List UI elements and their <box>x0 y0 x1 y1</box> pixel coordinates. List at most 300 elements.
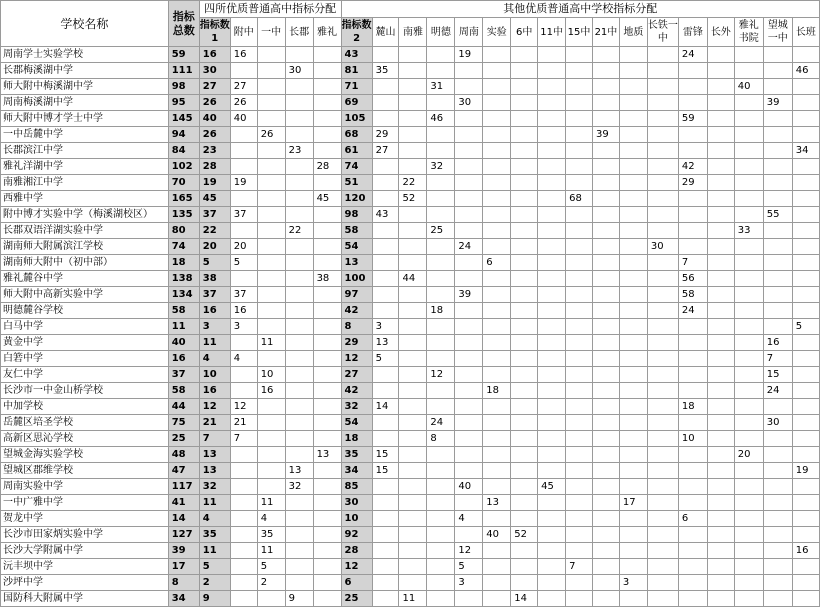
total-cell: 37 <box>168 367 199 383</box>
g2-value-cell <box>566 287 593 303</box>
g2-value-cell <box>538 319 566 335</box>
quota2-cell: 92 <box>341 527 372 543</box>
quota1-cell: 22 <box>199 223 230 239</box>
quota2-cell: 42 <box>341 303 372 319</box>
g2-col-header: 15中 <box>566 18 593 47</box>
g1-value-cell <box>257 111 285 127</box>
g2-value-cell <box>619 159 647 175</box>
g2-value-cell: 5 <box>792 319 819 335</box>
g2-value-cell <box>511 95 538 111</box>
g2-col-header: 长铁一中 <box>647 18 678 47</box>
g1-col-header: 长郡 <box>285 18 313 47</box>
g2-value-cell <box>427 47 455 63</box>
g1-value-cell: 16 <box>230 47 257 63</box>
g2-value-cell <box>647 319 678 335</box>
g2-value-cell <box>372 271 399 287</box>
g2-value-cell: 39 <box>455 287 483 303</box>
g2-value-cell <box>707 447 734 463</box>
g2-value-cell: 40 <box>734 79 763 95</box>
g1-value-cell <box>313 479 341 495</box>
quota1-cell: 3 <box>199 319 230 335</box>
g1-value-cell <box>285 47 313 63</box>
g1-value-cell: 16 <box>257 383 285 399</box>
g1-value-cell <box>230 223 257 239</box>
g1-value-cell <box>257 415 285 431</box>
g2-value-cell <box>619 559 647 575</box>
g1-value-cell <box>285 431 313 447</box>
g2-value-cell <box>647 95 678 111</box>
quota1-cell: 38 <box>199 271 230 287</box>
g2-value-cell: 32 <box>427 159 455 175</box>
g1-col-header: 附中 <box>230 18 257 47</box>
g1-value-cell: 30 <box>285 63 313 79</box>
g2-value-cell <box>619 175 647 191</box>
g2-value-cell: 15 <box>763 367 792 383</box>
g2-value-cell <box>455 207 483 223</box>
g2-value-cell <box>792 175 819 191</box>
school-name-cell: 国防科大附属中学 <box>1 591 169 607</box>
g2-value-cell <box>399 367 427 383</box>
g2-value-cell <box>483 223 511 239</box>
g2-value-cell <box>427 495 455 511</box>
g2-value-cell <box>707 223 734 239</box>
table-row <box>1 239 820 255</box>
g1-value-cell <box>285 511 313 527</box>
g2-value-cell <box>647 255 678 271</box>
g2-value-cell <box>399 159 427 175</box>
school-name-cell: 望城金海实验学校 <box>1 447 169 463</box>
g2-value-cell <box>483 479 511 495</box>
g2-value-cell <box>619 63 647 79</box>
g2-value-cell <box>427 255 455 271</box>
g2-value-cell <box>678 207 707 223</box>
g2-value-cell <box>678 351 707 367</box>
g2-col-header: 望城一中 <box>763 18 792 47</box>
g2-value-cell <box>455 431 483 447</box>
g2-value-cell <box>399 111 427 127</box>
g2-value-cell <box>566 335 593 351</box>
g1-value-cell <box>285 559 313 575</box>
g1-value-cell <box>313 47 341 63</box>
g2-value-cell: 58 <box>678 287 707 303</box>
g2-value-cell <box>734 575 763 591</box>
g2-value-cell <box>592 463 619 479</box>
g2-value-cell <box>763 319 792 335</box>
g2-value-cell: 68 <box>566 191 593 207</box>
g2-value-cell <box>511 127 538 143</box>
g2-value-cell <box>372 95 399 111</box>
quota1-cell: 12 <box>199 399 230 415</box>
quota2-cell: 27 <box>341 367 372 383</box>
g2-value-cell <box>792 159 819 175</box>
g2-value-cell <box>792 111 819 127</box>
quota2-cell: 42 <box>341 383 372 399</box>
school-name-cell: 白箬中学 <box>1 351 169 367</box>
g2-value-cell <box>455 191 483 207</box>
quota2-cell: 29 <box>341 335 372 351</box>
g2-value-cell <box>427 95 455 111</box>
table-row <box>1 255 820 271</box>
g2-value-cell <box>619 431 647 447</box>
g2-value-cell <box>511 79 538 95</box>
g2-value-cell <box>707 575 734 591</box>
g1-value-cell <box>285 575 313 591</box>
g2-value-cell <box>619 351 647 367</box>
g1-value-cell <box>257 431 285 447</box>
g2-value-cell <box>592 479 619 495</box>
total-cell: 134 <box>168 287 199 303</box>
g2-value-cell <box>427 559 455 575</box>
g2-value-cell <box>592 287 619 303</box>
g2-value-cell <box>427 527 455 543</box>
g1-value-cell <box>285 255 313 271</box>
g2-value-cell <box>707 239 734 255</box>
g2-value-cell: 24 <box>678 47 707 63</box>
g2-value-cell <box>707 63 734 79</box>
g2-value-cell <box>399 127 427 143</box>
g2-col-header: 周南 <box>455 18 483 47</box>
g2-value-cell <box>566 447 593 463</box>
g2-value-cell <box>707 495 734 511</box>
g1-value-cell: 13 <box>313 447 341 463</box>
g1-value-cell <box>313 591 341 607</box>
g1-value-cell: 13 <box>285 463 313 479</box>
total-cell: 80 <box>168 223 199 239</box>
table-row <box>1 303 820 319</box>
quota1-cell: 10 <box>199 367 230 383</box>
g2-value-cell <box>566 207 593 223</box>
g2-value-cell <box>372 303 399 319</box>
g2-value-cell <box>511 383 538 399</box>
g2-value-cell <box>566 255 593 271</box>
g2-value-cell <box>372 495 399 511</box>
g2-value-cell <box>592 447 619 463</box>
g1-value-cell: 45 <box>313 191 341 207</box>
g1-value-cell <box>230 543 257 559</box>
g2-col-header: 雷锋 <box>678 18 707 47</box>
g2-value-cell <box>592 559 619 575</box>
g2-value-cell <box>707 159 734 175</box>
g2-value-cell <box>511 47 538 63</box>
school-name-cell: 师大附中博才学士中学 <box>1 111 169 127</box>
quota2-cell: 18 <box>341 431 372 447</box>
g2-value-cell <box>592 431 619 447</box>
g2-value-cell <box>792 191 819 207</box>
g2-value-cell <box>511 463 538 479</box>
total-cell: 25 <box>168 431 199 447</box>
g2-value-cell <box>455 223 483 239</box>
g2-value-cell <box>678 591 707 607</box>
total-cell: 39 <box>168 543 199 559</box>
g2-value-cell: 19 <box>455 47 483 63</box>
g2-value-cell <box>763 543 792 559</box>
g2-value-cell <box>399 527 427 543</box>
g2-value-cell <box>647 351 678 367</box>
g2-value-cell <box>763 575 792 591</box>
g2-value-cell <box>678 447 707 463</box>
total-cell: 48 <box>168 447 199 463</box>
g2-value-cell: 35 <box>372 63 399 79</box>
g2-value-cell <box>399 63 427 79</box>
g2-col-header: 雅礼书院 <box>734 18 763 47</box>
g1-value-cell <box>230 559 257 575</box>
g2-value-cell <box>734 415 763 431</box>
quota2-cell: 61 <box>341 143 372 159</box>
quota1-cell: 20 <box>199 239 230 255</box>
g2-value-cell <box>707 191 734 207</box>
table-row <box>1 287 820 303</box>
quota1-cell: 37 <box>199 207 230 223</box>
g2-value-cell <box>734 175 763 191</box>
quota1-cell: 37 <box>199 287 230 303</box>
g2-value-cell <box>566 591 593 607</box>
g2-value-cell <box>763 559 792 575</box>
g2-value-cell <box>734 383 763 399</box>
g2-value-cell: 42 <box>678 159 707 175</box>
quota2-cell: 28 <box>341 543 372 559</box>
school-name-cell: 南雅湘江中学 <box>1 175 169 191</box>
g2-value-cell <box>619 223 647 239</box>
g2-value-cell: 6 <box>483 255 511 271</box>
g2-value-cell <box>592 159 619 175</box>
school-name-cell: 长沙大学附属中学 <box>1 543 169 559</box>
g2-value-cell <box>372 79 399 95</box>
total-cell: 135 <box>168 207 199 223</box>
g2-value-cell <box>763 191 792 207</box>
g1-value-cell <box>285 351 313 367</box>
g2-value-cell <box>455 79 483 95</box>
g2-value-cell <box>619 527 647 543</box>
g1-value-cell <box>257 79 285 95</box>
quota2-cell: 6 <box>341 575 372 591</box>
g2-value-cell: 13 <box>483 495 511 511</box>
table-row <box>1 591 820 607</box>
g2-value-cell <box>592 207 619 223</box>
g2-value-cell <box>678 223 707 239</box>
g2-value-cell: 30 <box>455 95 483 111</box>
g2-value-cell <box>592 143 619 159</box>
g2-col-header: 21中 <box>592 18 619 47</box>
g1-value-cell <box>313 79 341 95</box>
table-row <box>1 127 820 143</box>
quota1-cell: 28 <box>199 159 230 175</box>
g1-col-header: 一中 <box>257 18 285 47</box>
g2-value-cell <box>538 255 566 271</box>
g1-value-cell: 10 <box>257 367 285 383</box>
table-row <box>1 479 820 495</box>
g2-value-cell <box>455 127 483 143</box>
g1-value-cell <box>230 591 257 607</box>
table-row <box>1 367 820 383</box>
g1-value-cell <box>313 127 341 143</box>
g2-value-cell: 15 <box>372 463 399 479</box>
g2-value-cell <box>455 175 483 191</box>
g1-value-cell <box>230 447 257 463</box>
g2-value-cell <box>734 319 763 335</box>
table-row <box>1 95 820 111</box>
g2-value-cell <box>372 367 399 383</box>
g1-value-cell: 37 <box>230 287 257 303</box>
g1-value-cell <box>230 527 257 543</box>
g2-value-cell: 12 <box>455 543 483 559</box>
g2-value-cell <box>511 543 538 559</box>
g2-value-cell <box>792 495 819 511</box>
g2-value-cell <box>734 287 763 303</box>
g2-value-cell <box>734 47 763 63</box>
quota2-cell: 35 <box>341 447 372 463</box>
school-name-cell: 明德麓谷学校 <box>1 303 169 319</box>
total-cell: 145 <box>168 111 199 127</box>
g2-value-cell: 24 <box>455 239 483 255</box>
g2-value-cell <box>483 367 511 383</box>
g1-value-cell: 26 <box>230 95 257 111</box>
g1-value-cell: 5 <box>230 255 257 271</box>
g2-value-cell <box>511 159 538 175</box>
g2-value-cell <box>763 143 792 159</box>
g2-col-header: 长班 <box>792 18 819 47</box>
g2-value-cell: 33 <box>734 223 763 239</box>
g2-value-cell <box>592 239 619 255</box>
g2-value-cell <box>678 79 707 95</box>
g1-value-cell <box>285 367 313 383</box>
g2-value-cell <box>707 543 734 559</box>
g2-value-cell <box>455 591 483 607</box>
g1-value-cell <box>257 207 285 223</box>
g2-value-cell <box>511 143 538 159</box>
g2-value-cell <box>647 79 678 95</box>
g1-value-cell: 20 <box>230 239 257 255</box>
g1-value-cell <box>313 175 341 191</box>
g1-value-cell <box>313 415 341 431</box>
g2-value-cell <box>427 127 455 143</box>
g1-value-cell <box>257 271 285 287</box>
g2-value-cell <box>619 463 647 479</box>
g2-value-cell <box>678 463 707 479</box>
g2-value-cell <box>399 223 427 239</box>
g1-value-cell <box>285 495 313 511</box>
quota2-cell: 25 <box>341 591 372 607</box>
g1-value-cell: 26 <box>257 127 285 143</box>
g2-value-cell <box>538 511 566 527</box>
g2-value-cell <box>647 527 678 543</box>
g2-value-cell <box>427 271 455 287</box>
g2-value-cell <box>592 399 619 415</box>
g1-value-cell <box>313 383 341 399</box>
quota2-cell: 68 <box>341 127 372 143</box>
g2-value-cell <box>647 367 678 383</box>
g2-value-cell <box>427 591 455 607</box>
g2-value-cell <box>566 479 593 495</box>
quota2-cell: 74 <box>341 159 372 175</box>
g1-value-cell: 12 <box>230 399 257 415</box>
school-name-cell: 一中岳麓中学 <box>1 127 169 143</box>
g1-value-cell <box>285 335 313 351</box>
g1-value-cell <box>230 63 257 79</box>
g2-value-cell <box>647 463 678 479</box>
quota1-cell: 23 <box>199 143 230 159</box>
g2-value-cell <box>619 591 647 607</box>
g2-value-cell <box>619 95 647 111</box>
g2-value-cell <box>792 95 819 111</box>
total-cell: 102 <box>168 159 199 175</box>
g2-value-cell <box>647 415 678 431</box>
g1-value-cell <box>313 543 341 559</box>
g2-value-cell <box>372 223 399 239</box>
g1-value-cell: 11 <box>257 543 285 559</box>
table-row <box>1 159 820 175</box>
g2-value-cell <box>592 191 619 207</box>
g2-value-cell <box>678 319 707 335</box>
g2-value-cell <box>619 239 647 255</box>
g2-value-cell <box>734 271 763 287</box>
g2-value-cell <box>678 95 707 111</box>
g2-value-cell: 30 <box>647 239 678 255</box>
g2-value-cell <box>707 415 734 431</box>
g2-value-cell: 46 <box>427 111 455 127</box>
g2-value-cell <box>511 207 538 223</box>
g2-value-cell <box>619 271 647 287</box>
g1-value-cell <box>230 335 257 351</box>
g2-value-cell <box>566 511 593 527</box>
group1-header: 四所优质普通高中指标分配 <box>199 1 341 18</box>
g2-value-cell <box>566 95 593 111</box>
quota1-cell: 4 <box>199 351 230 367</box>
g2-value-cell: 25 <box>427 223 455 239</box>
school-name-cell: 师大附中高新实验中学 <box>1 287 169 303</box>
g2-value-cell <box>734 367 763 383</box>
g2-value-cell <box>619 367 647 383</box>
g2-value-cell <box>734 143 763 159</box>
g2-value-cell <box>763 47 792 63</box>
g1-value-cell <box>257 239 285 255</box>
g2-value-cell <box>427 207 455 223</box>
g1-value-cell <box>285 175 313 191</box>
g2-value-cell: 16 <box>792 543 819 559</box>
g2-value-cell <box>619 399 647 415</box>
quota2-cell: 97 <box>341 287 372 303</box>
g2-value-cell: 7 <box>763 351 792 367</box>
g2-value-cell <box>734 159 763 175</box>
g1-value-cell: 21 <box>230 415 257 431</box>
g2-value-cell <box>566 79 593 95</box>
g2-value-cell <box>399 143 427 159</box>
g1-value-cell <box>230 271 257 287</box>
school-name-cell: 长沙市田家炳实验中学 <box>1 527 169 543</box>
table-row <box>1 463 820 479</box>
g2-value-cell <box>455 383 483 399</box>
total-cell: 59 <box>168 47 199 63</box>
quota1-cell: 32 <box>199 479 230 495</box>
g2-value-cell <box>483 95 511 111</box>
quota1-cell: 13 <box>199 463 230 479</box>
quota1-header: 指标数1 <box>199 18 230 47</box>
g2-value-cell: 52 <box>399 191 427 207</box>
quota2-cell: 13 <box>341 255 372 271</box>
g2-value-cell: 27 <box>372 143 399 159</box>
g2-value-cell <box>566 239 593 255</box>
g2-col-header: 6中 <box>511 18 538 47</box>
g2-value-cell <box>763 399 792 415</box>
g2-value-cell <box>792 591 819 607</box>
school-name-cell: 周南实验中学 <box>1 479 169 495</box>
table-row <box>1 175 820 191</box>
total-cell: 18 <box>168 255 199 271</box>
g2-value-cell <box>592 383 619 399</box>
g2-value-cell: 24 <box>678 303 707 319</box>
g2-value-cell <box>734 335 763 351</box>
table-row <box>1 559 820 575</box>
g1-value-cell <box>257 63 285 79</box>
